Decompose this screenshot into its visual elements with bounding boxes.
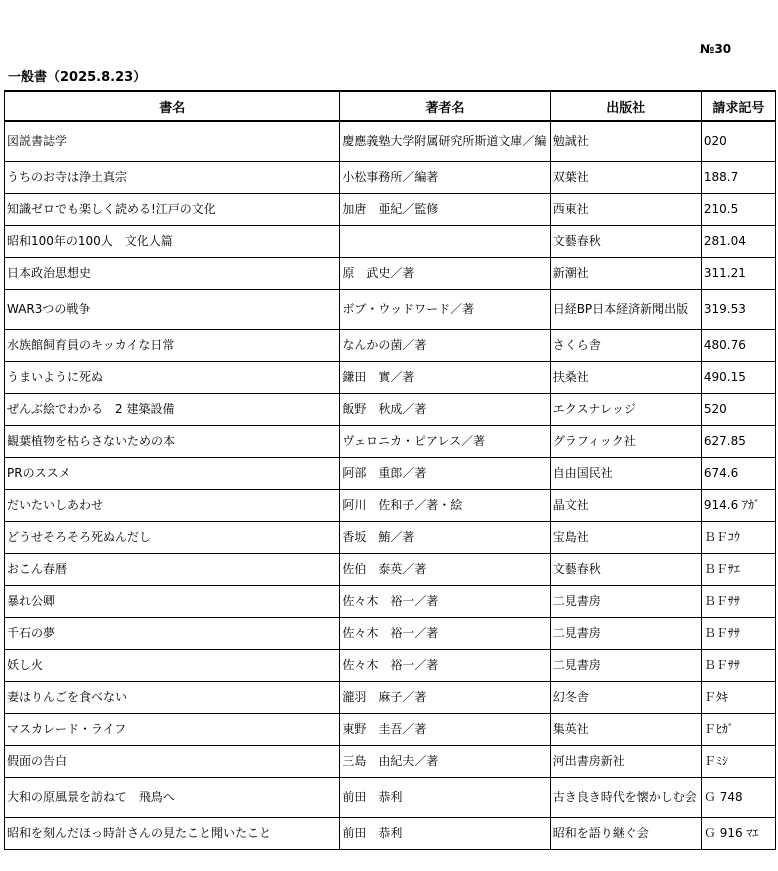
publisher-cell: 幻冬舎 bbox=[550, 681, 701, 713]
author-cell: 鎌田 實／著 bbox=[340, 361, 550, 393]
publisher-cell: 古き良き時代を懐かしむ会 bbox=[550, 777, 701, 817]
publisher-cell: 集英社 bbox=[550, 713, 701, 745]
table-row bbox=[5, 713, 776, 745]
call-number-cell: 020 bbox=[701, 121, 775, 161]
table-row bbox=[5, 553, 776, 585]
document-number: №30 bbox=[700, 42, 732, 56]
publisher-cell: 新潮社 bbox=[550, 257, 701, 289]
call-number-cell: 210.5 bbox=[701, 193, 775, 225]
publisher-cell: 二見書房 bbox=[550, 617, 701, 649]
author-cell: 原 武史／著 bbox=[340, 257, 550, 289]
call-number-cell: ＢＦｻｻ bbox=[701, 585, 775, 617]
book-title-cell: どうせそろそろ死ぬんだし bbox=[5, 521, 340, 553]
author-cell: 前田 恭利 bbox=[340, 777, 550, 817]
book-title-cell: 知識ゼロでも楽しく読める!江戸の文化 bbox=[5, 193, 340, 225]
call-number-cell: 674.6 bbox=[701, 457, 775, 489]
book-title-cell: うまいように死ぬ bbox=[5, 361, 340, 393]
call-number-cell: Ｇ 916 ﾏｴ bbox=[701, 817, 775, 849]
publisher-cell: エクスナレッジ bbox=[550, 393, 701, 425]
table-row bbox=[5, 521, 776, 553]
book-title-cell: PRのススメ bbox=[5, 457, 340, 489]
call-number-cell: 627.85 bbox=[701, 425, 775, 457]
publisher-cell: 西東社 bbox=[550, 193, 701, 225]
book-list-table bbox=[4, 90, 776, 850]
book-title-cell: 暴れ公卿 bbox=[5, 585, 340, 617]
publisher-cell: さくら舎 bbox=[550, 329, 701, 361]
author-cell: 前田 恭利 bbox=[340, 817, 550, 849]
table-body bbox=[5, 121, 776, 849]
author-cell: 香坂 鮪／著 bbox=[340, 521, 550, 553]
book-title-cell: 大和の原風景を訪ねて 飛鳥へ bbox=[5, 777, 340, 817]
author-cell: 瀧羽 麻子／著 bbox=[340, 681, 550, 713]
book-title-cell: 千石の夢 bbox=[5, 617, 340, 649]
book-title-cell: 昭和を刻んだほっ時計さんの見たこと聞いたこと bbox=[5, 817, 340, 849]
table-row bbox=[5, 617, 776, 649]
author-cell: 阿川 佐和子／著・絵 bbox=[340, 489, 550, 521]
header-publisher: 出版社 bbox=[550, 91, 701, 121]
table-row bbox=[5, 393, 776, 425]
publisher-cell: 日経BP日本経済新聞出版 bbox=[550, 289, 701, 329]
author-cell: 佐伯 泰英／著 bbox=[340, 553, 550, 585]
author-cell: 三島 由紀夫／著 bbox=[340, 745, 550, 777]
table-row bbox=[5, 817, 776, 849]
book-title-cell: だいたいしあわせ bbox=[5, 489, 340, 521]
call-number-cell: Ｇ 748 bbox=[701, 777, 775, 817]
call-number-cell: ＢＦｻｴ bbox=[701, 553, 775, 585]
author-cell: 阿部 重郎／著 bbox=[340, 457, 550, 489]
call-number-cell: ＢＦｺｳ bbox=[701, 521, 775, 553]
call-number-cell: 914.6 ｱｶﾞ bbox=[701, 489, 775, 521]
publisher-cell: 晶文社 bbox=[550, 489, 701, 521]
table-row bbox=[5, 585, 776, 617]
call-number-cell: 480.76 bbox=[701, 329, 775, 361]
table-row bbox=[5, 425, 776, 457]
table-row bbox=[5, 777, 776, 817]
publisher-cell: 勉誠社 bbox=[550, 121, 701, 161]
publisher-cell: グラフィック社 bbox=[550, 425, 701, 457]
book-title-cell: 假面の告白 bbox=[5, 745, 340, 777]
publisher-cell: 双葉社 bbox=[550, 161, 701, 193]
call-number-cell: ＢＦｻｻ bbox=[701, 617, 775, 649]
table-row bbox=[5, 457, 776, 489]
call-number-cell: Ｆﾀｷ bbox=[701, 681, 775, 713]
call-number-cell: 520 bbox=[701, 393, 775, 425]
book-title-cell: 妖し火 bbox=[5, 649, 340, 681]
table-row bbox=[5, 193, 776, 225]
book-title-cell: ぜんぶ絵でわかる 2 建築設備 bbox=[5, 393, 340, 425]
book-title-cell: 観葉植物を枯らさないための本 bbox=[5, 425, 340, 457]
table-row bbox=[5, 681, 776, 713]
book-title-cell: 日本政治思想史 bbox=[5, 257, 340, 289]
author-cell: なんかの菌／著 bbox=[340, 329, 550, 361]
publisher-cell: 二見書房 bbox=[550, 585, 701, 617]
publisher-cell: 宝島社 bbox=[550, 521, 701, 553]
table-header-row bbox=[5, 91, 776, 121]
call-number-cell: Ｆﾐｼ bbox=[701, 745, 775, 777]
section-title: 一般書（2025.8.23） bbox=[8, 70, 147, 85]
table-row bbox=[5, 161, 776, 193]
author-cell bbox=[340, 225, 550, 257]
call-number-cell: 311.21 bbox=[701, 257, 775, 289]
call-number-cell: 319.53 bbox=[701, 289, 775, 329]
call-number-cell: Ｆﾋｶﾞ bbox=[701, 713, 775, 745]
author-cell: 慶應義塾大学附属研究所斯道文庫／編 bbox=[340, 121, 550, 161]
header-author: 著者名 bbox=[340, 91, 550, 121]
author-cell: 佐々木 裕一／著 bbox=[340, 585, 550, 617]
author-cell: ヴェロニカ・ピアレス／著 bbox=[340, 425, 550, 457]
table-row bbox=[5, 329, 776, 361]
table-row bbox=[5, 121, 776, 161]
book-title-cell: 図説書誌学 bbox=[5, 121, 340, 161]
table-row bbox=[5, 361, 776, 393]
book-title-cell: マスカレード・ライフ bbox=[5, 713, 340, 745]
publisher-cell: 文藝春秋 bbox=[550, 553, 701, 585]
table-row bbox=[5, 225, 776, 257]
header-call-number: 請求記号 bbox=[701, 91, 775, 121]
book-title-cell: おこん春暦 bbox=[5, 553, 340, 585]
publisher-cell: 文藝春秋 bbox=[550, 225, 701, 257]
publisher-cell: 二見書房 bbox=[550, 649, 701, 681]
call-number-cell: 188.7 bbox=[701, 161, 775, 193]
book-title-cell: うちのお寺は浄土真宗 bbox=[5, 161, 340, 193]
header-title: 書名 bbox=[5, 91, 340, 121]
table-row bbox=[5, 289, 776, 329]
author-cell: 飯野 秋成／著 bbox=[340, 393, 550, 425]
publisher-cell: 扶桑社 bbox=[550, 361, 701, 393]
author-cell: 小松事務所／編著 bbox=[340, 161, 550, 193]
table-row bbox=[5, 745, 776, 777]
table-row bbox=[5, 649, 776, 681]
author-cell: 加唐 亜紀／監修 bbox=[340, 193, 550, 225]
book-title-cell: 水族館飼育員のキッカイな日常 bbox=[5, 329, 340, 361]
call-number-cell: ＢＦｻｻ bbox=[701, 649, 775, 681]
book-title-cell: 妻はりんごを食べない bbox=[5, 681, 340, 713]
author-cell: 東野 圭吾／著 bbox=[340, 713, 550, 745]
author-cell: ボブ・ウッドワード／著 bbox=[340, 289, 550, 329]
publisher-cell: 河出書房新社 bbox=[550, 745, 701, 777]
publisher-cell: 昭和を語り継ぐ会 bbox=[550, 817, 701, 849]
call-number-cell: 281.04 bbox=[701, 225, 775, 257]
table-row bbox=[5, 257, 776, 289]
call-number-cell: 490.15 bbox=[701, 361, 775, 393]
publisher-cell: 自由国民社 bbox=[550, 457, 701, 489]
table-row bbox=[5, 489, 776, 521]
book-title-cell: 昭和100年の100人 文化人篇 bbox=[5, 225, 340, 257]
author-cell: 佐々木 裕一／著 bbox=[340, 617, 550, 649]
author-cell: 佐々木 裕一／著 bbox=[340, 649, 550, 681]
book-title-cell: WAR3つの戦争 bbox=[5, 289, 340, 329]
